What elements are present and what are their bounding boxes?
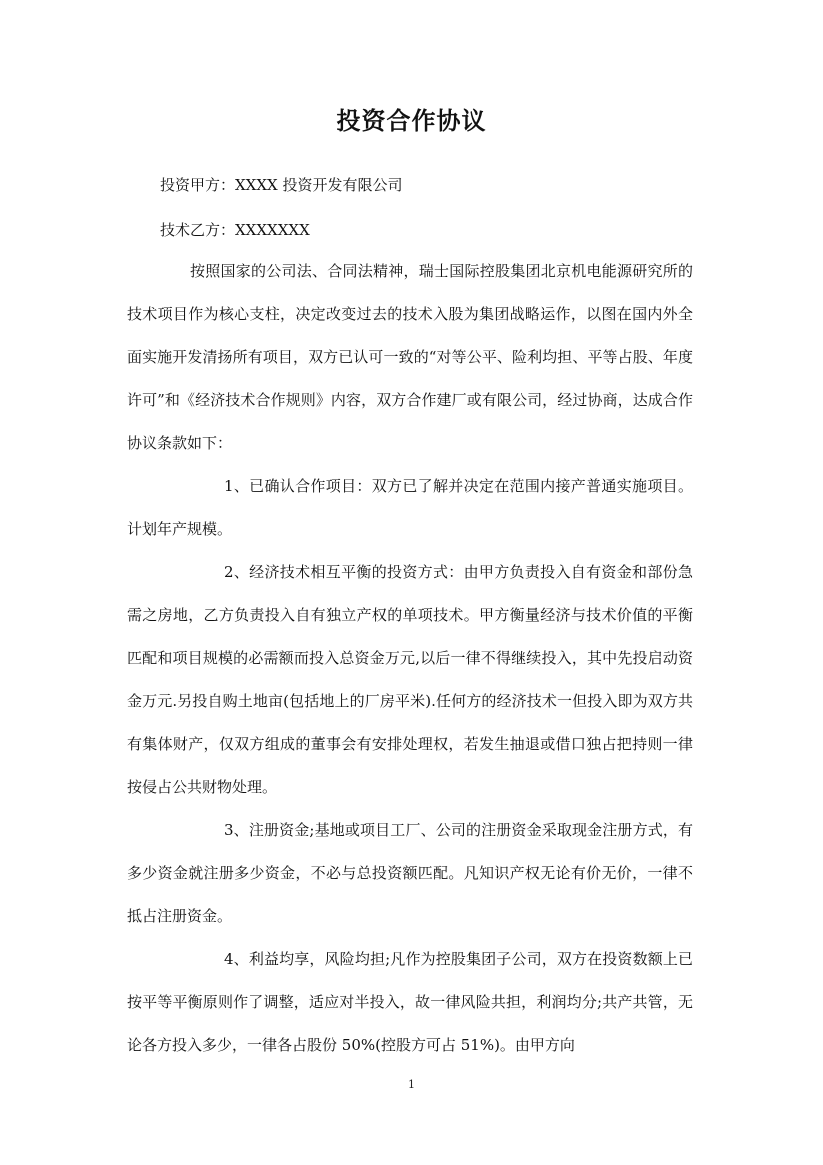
clause-3: 3、注册资金;基地或项目工厂、公司的注册资金采取现金注册方式，有多少资金就注册多少资金，不必与总投资额匹配。凡知识产权无论有价无价，一律不抵占注册资金。 <box>127 821 693 925</box>
document-title: 投资合作协议 <box>336 106 487 135</box>
party-b-line: 技术乙方：XXXXXXX <box>160 221 310 239</box>
party-a-line: 投资甲方：XXXX 投资开发有限公司 <box>160 176 403 194</box>
page-number: 1 <box>408 1078 415 1091</box>
clause-4: 4、利益均享，风险均担;凡作为控股集团子公司，双方在投资数额上已按平等平衡原则作了调整，适应对半投入，故一律风险共担，利润均分;共产共管，无论各方投入多少，一律各占股份 50%(控股方可占 51%)。由甲方向 <box>127 950 693 1054</box>
clause-1: 1、已确认合作项目：双方已了解并决定在范围内接产普通实施项目。计划年产规模。 <box>127 477 693 538</box>
clause-2: 2、经济技术相互平衡的投资方式：由甲方负责投入自有资金和部份急需之房地，乙方负责投入自有独立产权的单项技术。甲方衡量经济与技术价值的平衡匹配和项目规模的必需额而投入总资金万元,以后一律不得继续投入，其中先投启动资金万元.另投自购土地亩(包括地上的厂房平米).任何方的经济技术一但投入即为双方共有集体财产，仅双方组成的董事会有安排处理权，若发生抽退或借口独占把持则一律按侵占公共财物处理。 <box>127 563 693 796</box>
intro-paragraph: 按照国家的公司法、合同法精神，瑞士国际控股集团北京机电能源研究所的技术项目作为核心支柱，决定改变过去的技术入股为集团战略运作，以图在国内外全面实施开发清扬所有项目，双方已认可一致的“对等公平、险利均担、平等占股、年度许可”和《经济技术合作规则》内容，双方合作建厂或有限公司，经过协商，达成合作协议条款如下： <box>127 262 693 452</box>
